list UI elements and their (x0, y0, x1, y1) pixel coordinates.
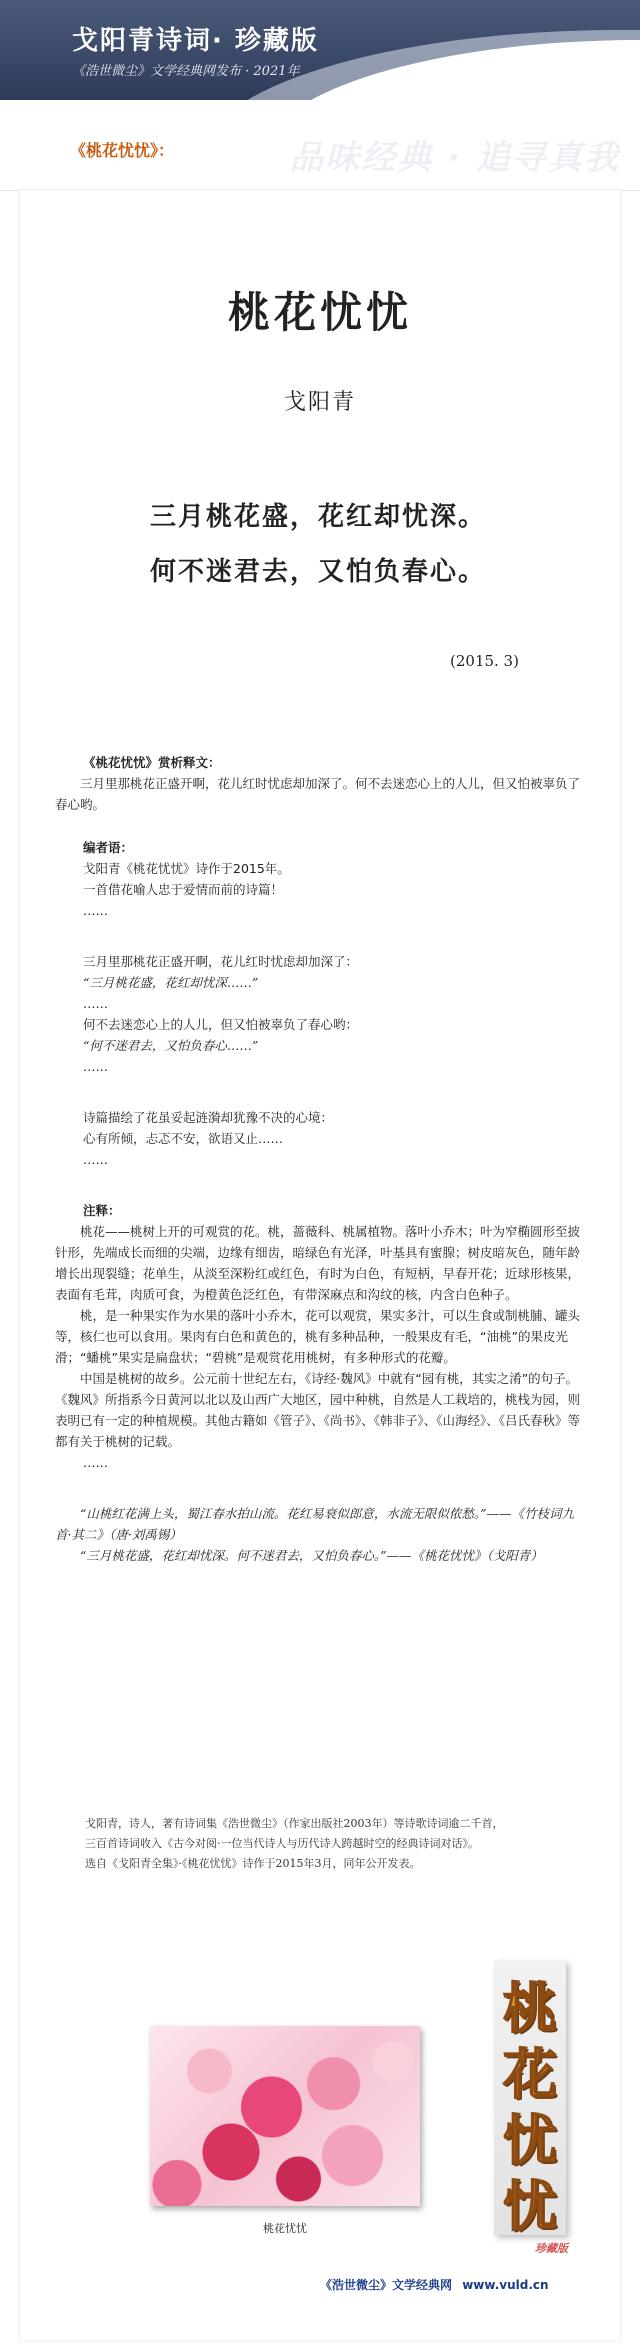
logo-char: 忧 (503, 2175, 557, 2238)
note-paragraph: 桃，是一种果实作为水果的落叶小乔木，花可以观赏，果实多汁，可以生食或制桃脯、罐头等，核仁也可以食用。果肉有白色和黄色的，桃有多种品种，一般果皮有毛，“油桃”的果皮光滑；“蟠桃”果实是扁盘状；“碧桃”是观赏花用桃树，有多种形式的花瓣。 (55, 1308, 581, 1365)
appreciation-text: 三月里那桃花正盛开啊，花儿红时忧虑却加深了。何不去迷恋心上的人儿，但又怕被辜负了春心哟。 (55, 776, 581, 812)
poem-line: 何不迷君去，又怕负春心。 (150, 557, 487, 587)
note-paragraph: 桃花——桃树上开的可观赏的花。桃，蔷薇科、桃属植物。落叶小乔木；叶为窄椭圆形至披针形，先端成长而细的尖端，边缘有细齿，暗绿色有光泽，叶基具有蜜腺；树皮暗灰色，随年龄增长出现裂缝；花单生，从淡至深粉红或红色，有时为白色，有短柄，早春开花；近球形核果，表面有毛茸，肉质可食，为橙黄色泛红色，有带深麻点和沟纹的核，内含白色种子。 (55, 1224, 581, 1302)
block-quote: “何不迷君去，又怕负春心……” (83, 1038, 259, 1053)
poem-title: 桃花忧忧 (227, 288, 412, 337)
footer-url-link[interactable]: www.vuld.cn (462, 2278, 549, 2292)
vertical-title-logo (494, 1960, 566, 2238)
block-quote: “三月桃花盛，花红却忧深……” (83, 975, 259, 990)
brand-subtitle: 《浩世微尘》文学经典网发布 · 2021年 (72, 64, 300, 79)
author-footnote (85, 1814, 605, 1874)
photo-caption: 桃花忧忧 (263, 2222, 307, 2235)
block-line: 诗篇描绘了花虽妥起涟漪却犹豫不决的心境： (83, 1110, 334, 1125)
editor-line: 一首借花喻人忠于爱情而前的诗篇！ (83, 882, 284, 897)
footnote-line: 戈阳青，诗人，著有诗词集《浩世微尘》（作家出版社2003年）等诗歌诗词逾二千首， (85, 1817, 504, 1830)
poem-line: 三月桃花盛，花红却忧深。 (150, 502, 487, 532)
logo-char: 忧 (503, 2109, 557, 2172)
block-line: 三月里那桃花正盛开啊，花儿红时忧虑却加深了： (83, 954, 359, 969)
poem-date: (2015. 3) (450, 652, 519, 670)
header-watermark: 品味经典 · 追寻真我 (289, 138, 620, 178)
footer-credit (320, 2276, 549, 2293)
editor-heading: 编者语： (83, 840, 134, 855)
block-line: …… (83, 1059, 108, 1074)
logo-char: 花 (503, 2043, 557, 2106)
block-line: …… (83, 996, 108, 1011)
notes-heading: 注释： (83, 1203, 121, 1218)
block-line: 何不去迷恋心上的人儿，但又怕被辜负了春心哟： (83, 1017, 359, 1032)
poem-author: 戈阳青 (283, 390, 356, 415)
footer-site-name: 《浩世微尘》文学经典网 (320, 2278, 453, 2292)
footnote-line: 选自《戈阳青全集》·《桃花忧忧》诗作于2015年3月，同年公开发表。 (85, 1857, 421, 1870)
footnote-line: 三百首诗词收入《古今对阅·一位当代诗人与历代诗人跨越时空的经典诗词对话》。 (85, 1837, 479, 1850)
article-body (55, 752, 580, 1566)
note-paragraph: 中国是桃树的故乡。公元前十世纪左右，《诗经·魏风》中就有“园有桃，其实之淆”的句子。《魏风》所指系今日黄河以北以及山西广大地区，园中种桃，自然是人工栽培的，桃栈为园，则表明已有一定的种植规模。其他古籍如《管子》、《尚书》、《韩非子》、《山海经》、《吕氏春秋》等都有关于桃树的记载。 (55, 1371, 581, 1449)
collector-stamp: 珍藏版 (535, 2242, 568, 2255)
brand-title: 戈阳青诗词· 珍藏版 (72, 26, 319, 56)
editor-line: 戈阳青《桃花忧忧》诗作于2015年。 (83, 861, 290, 876)
quote-paragraph: “山桃红花满上头，蜀江春水拍山流。花红易衰似郎意，水流无限似侬愁。”——《竹枝词九首·其二》（唐·刘禹锡） (55, 1506, 575, 1542)
peach-blossom-photo (150, 2026, 420, 2206)
section-titlebar (0, 100, 640, 191)
note-ellipsis: …… (83, 1455, 108, 1470)
editor-line: …… (83, 903, 108, 918)
quote-paragraph: “三月桃花盛，花红却忧深。何不迷君去，又怕负春心。”——《桃花忧忧》（戈阳青） (80, 1548, 543, 1563)
block-line: 心有所倾，忐忑不安，欲语又止…… (83, 1131, 284, 1146)
block-line: …… (83, 1152, 108, 1167)
logo-char: 桃 (503, 1977, 557, 2040)
section-label: 《桃花忧忧》： (70, 141, 175, 160)
appreciation-heading: 《桃花忧忧》赏析释文： (83, 755, 221, 770)
page-header (0, 0, 640, 100)
